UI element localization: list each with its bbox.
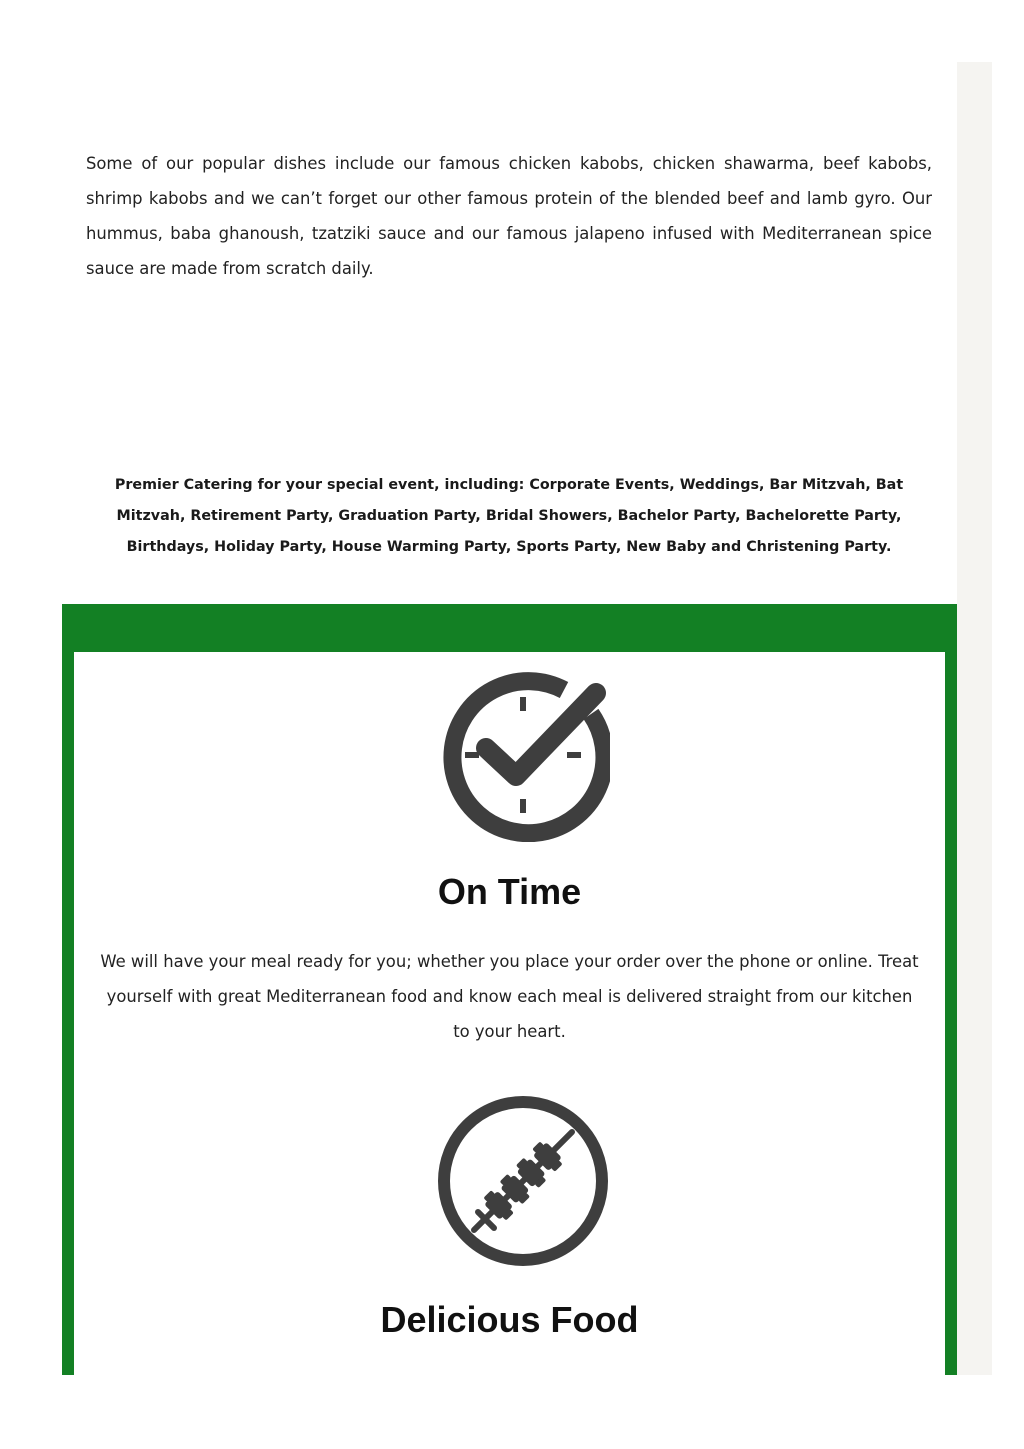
features-panel	[74, 652, 945, 1375]
clock-checkmark-icon	[436, 668, 610, 842]
features-section	[62, 604, 957, 1375]
on-time-title: On Time	[437, 871, 582, 912]
kabob-skewer-icon	[436, 1094, 610, 1268]
delicious-food-title: Delicious Food	[380, 1299, 639, 1340]
popular-dishes-paragraph: Some of our popular dishes include our famous chicken kabobs, chicken shawarma, beef kabobs, shrimp kabobs and we can’t forget our other famous protein of the blended beef and lamb gyro. Our hummus, baba ghanoush, tzatziki sauce and our famous jalapeno infused with Mediterranean spice sauce are made from scratch daily.	[86, 154, 932, 278]
scrollbar-track[interactable]	[957, 62, 992, 1375]
catering-events-paragraph: Premier Catering for your special event, including: Corporate Events, Weddings, Bar Mitzvah, Bat Mitzvah, Retirement Party, Graduation Party, Bridal Showers, Bachelor Party, Bachelorette Party, Birthdays, Holiday Party, House Warming Party, Sports Party, New Baby and Christening Party.	[114, 477, 904, 555]
on-time-description: We will have your meal ready for you; whether you place your order over the phone or online. Treat yourself with great Mediterranean food and know each meal is delivered straight from our kitchen to your heart.	[100, 952, 919, 1041]
